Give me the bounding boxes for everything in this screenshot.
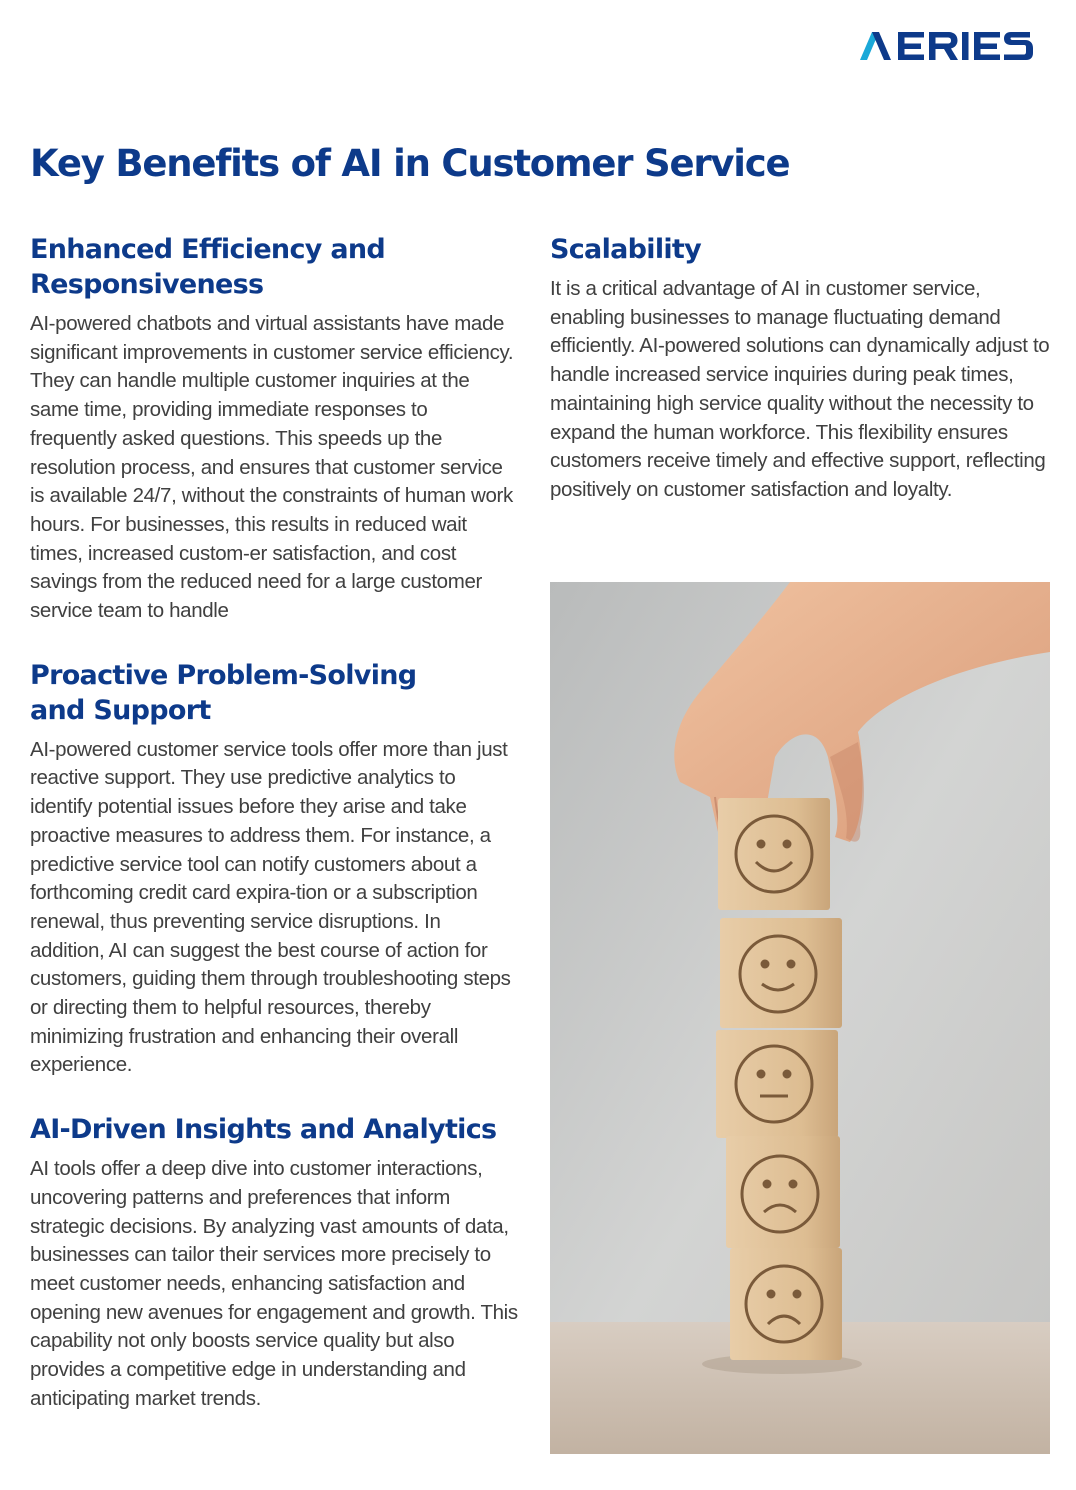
section-heading: Proactive Problem-Solving and Support xyxy=(30,659,417,726)
section-scalability xyxy=(550,232,1050,505)
section-heading: Enhanced Efficiency and Responsiveness xyxy=(30,234,386,300)
section-body: AI-powered customer service tools offer more than just reactive support. They use predictive analytics to identify potential issues before they arise and take proactive measures to address them. For instance, a predictive service tool can notify customers about a forthcoming credit card expira-tion or a subscription renewal, thus preventing service disruptions. In addition, AI can suggest the best course of action for customers, guiding them through troubleshooting steps or directing them to helpful resources, thereby minimizing frustration and enhancing their overall experience. xyxy=(30,737,511,1077)
right-column xyxy=(550,232,1050,537)
hand-stacking-emoji-blocks-photo xyxy=(550,582,1050,1454)
section-heading: AI-Driven Insights and Analytics xyxy=(30,1114,497,1146)
section-body: It is a critical advantage of AI in customer service, enabling businesses to manage fluctuating demand efficiently. AI-powered solutions can dynamically adjust to handle increased service inquiries during peak times, maintaining high service quality without the necessity to expand the human workforce. This flexibility ensures customers receive timely and effective support, reflecting positively on customer satisfaction and loyalty. xyxy=(550,277,1050,501)
page-title: Key Benefits of AI in Customer Service xyxy=(30,142,790,185)
section-proactive xyxy=(30,658,518,1080)
section-insights xyxy=(30,1112,518,1413)
logo-lettering xyxy=(860,32,1033,60)
section-efficiency xyxy=(30,232,518,626)
left-column xyxy=(30,232,518,1446)
section-body: AI tools offer a deep dive into customer interactions, uncovering patterns and preferences that inform strategic decisions. By analyzing vast amounts of data, businesses can tailor their services more precisely to meet customer needs, enhancing satisfaction and opening new avenues for engagement and growth. This capability not only boosts service quality but also provides a competitive edge in understanding and anticipating market trends. xyxy=(30,1157,518,1410)
section-body: AI-powered chatbots and virtual assistants have made significant improvements in customer service efficiency. They can handle multiple customer inquiries at the same time, providing immediate responses to frequently asked questions. This speeds up the resolution process, and ensures that customer service is available 24/7, without the constraints of human work hours. For businesses, this results in reduced wait times, increased custom-er satisfaction, and cost savings from the reduced need for a large customer service team to handle xyxy=(30,312,514,623)
section-heading: Scalability xyxy=(550,234,702,265)
aeries-logo xyxy=(858,28,1050,62)
